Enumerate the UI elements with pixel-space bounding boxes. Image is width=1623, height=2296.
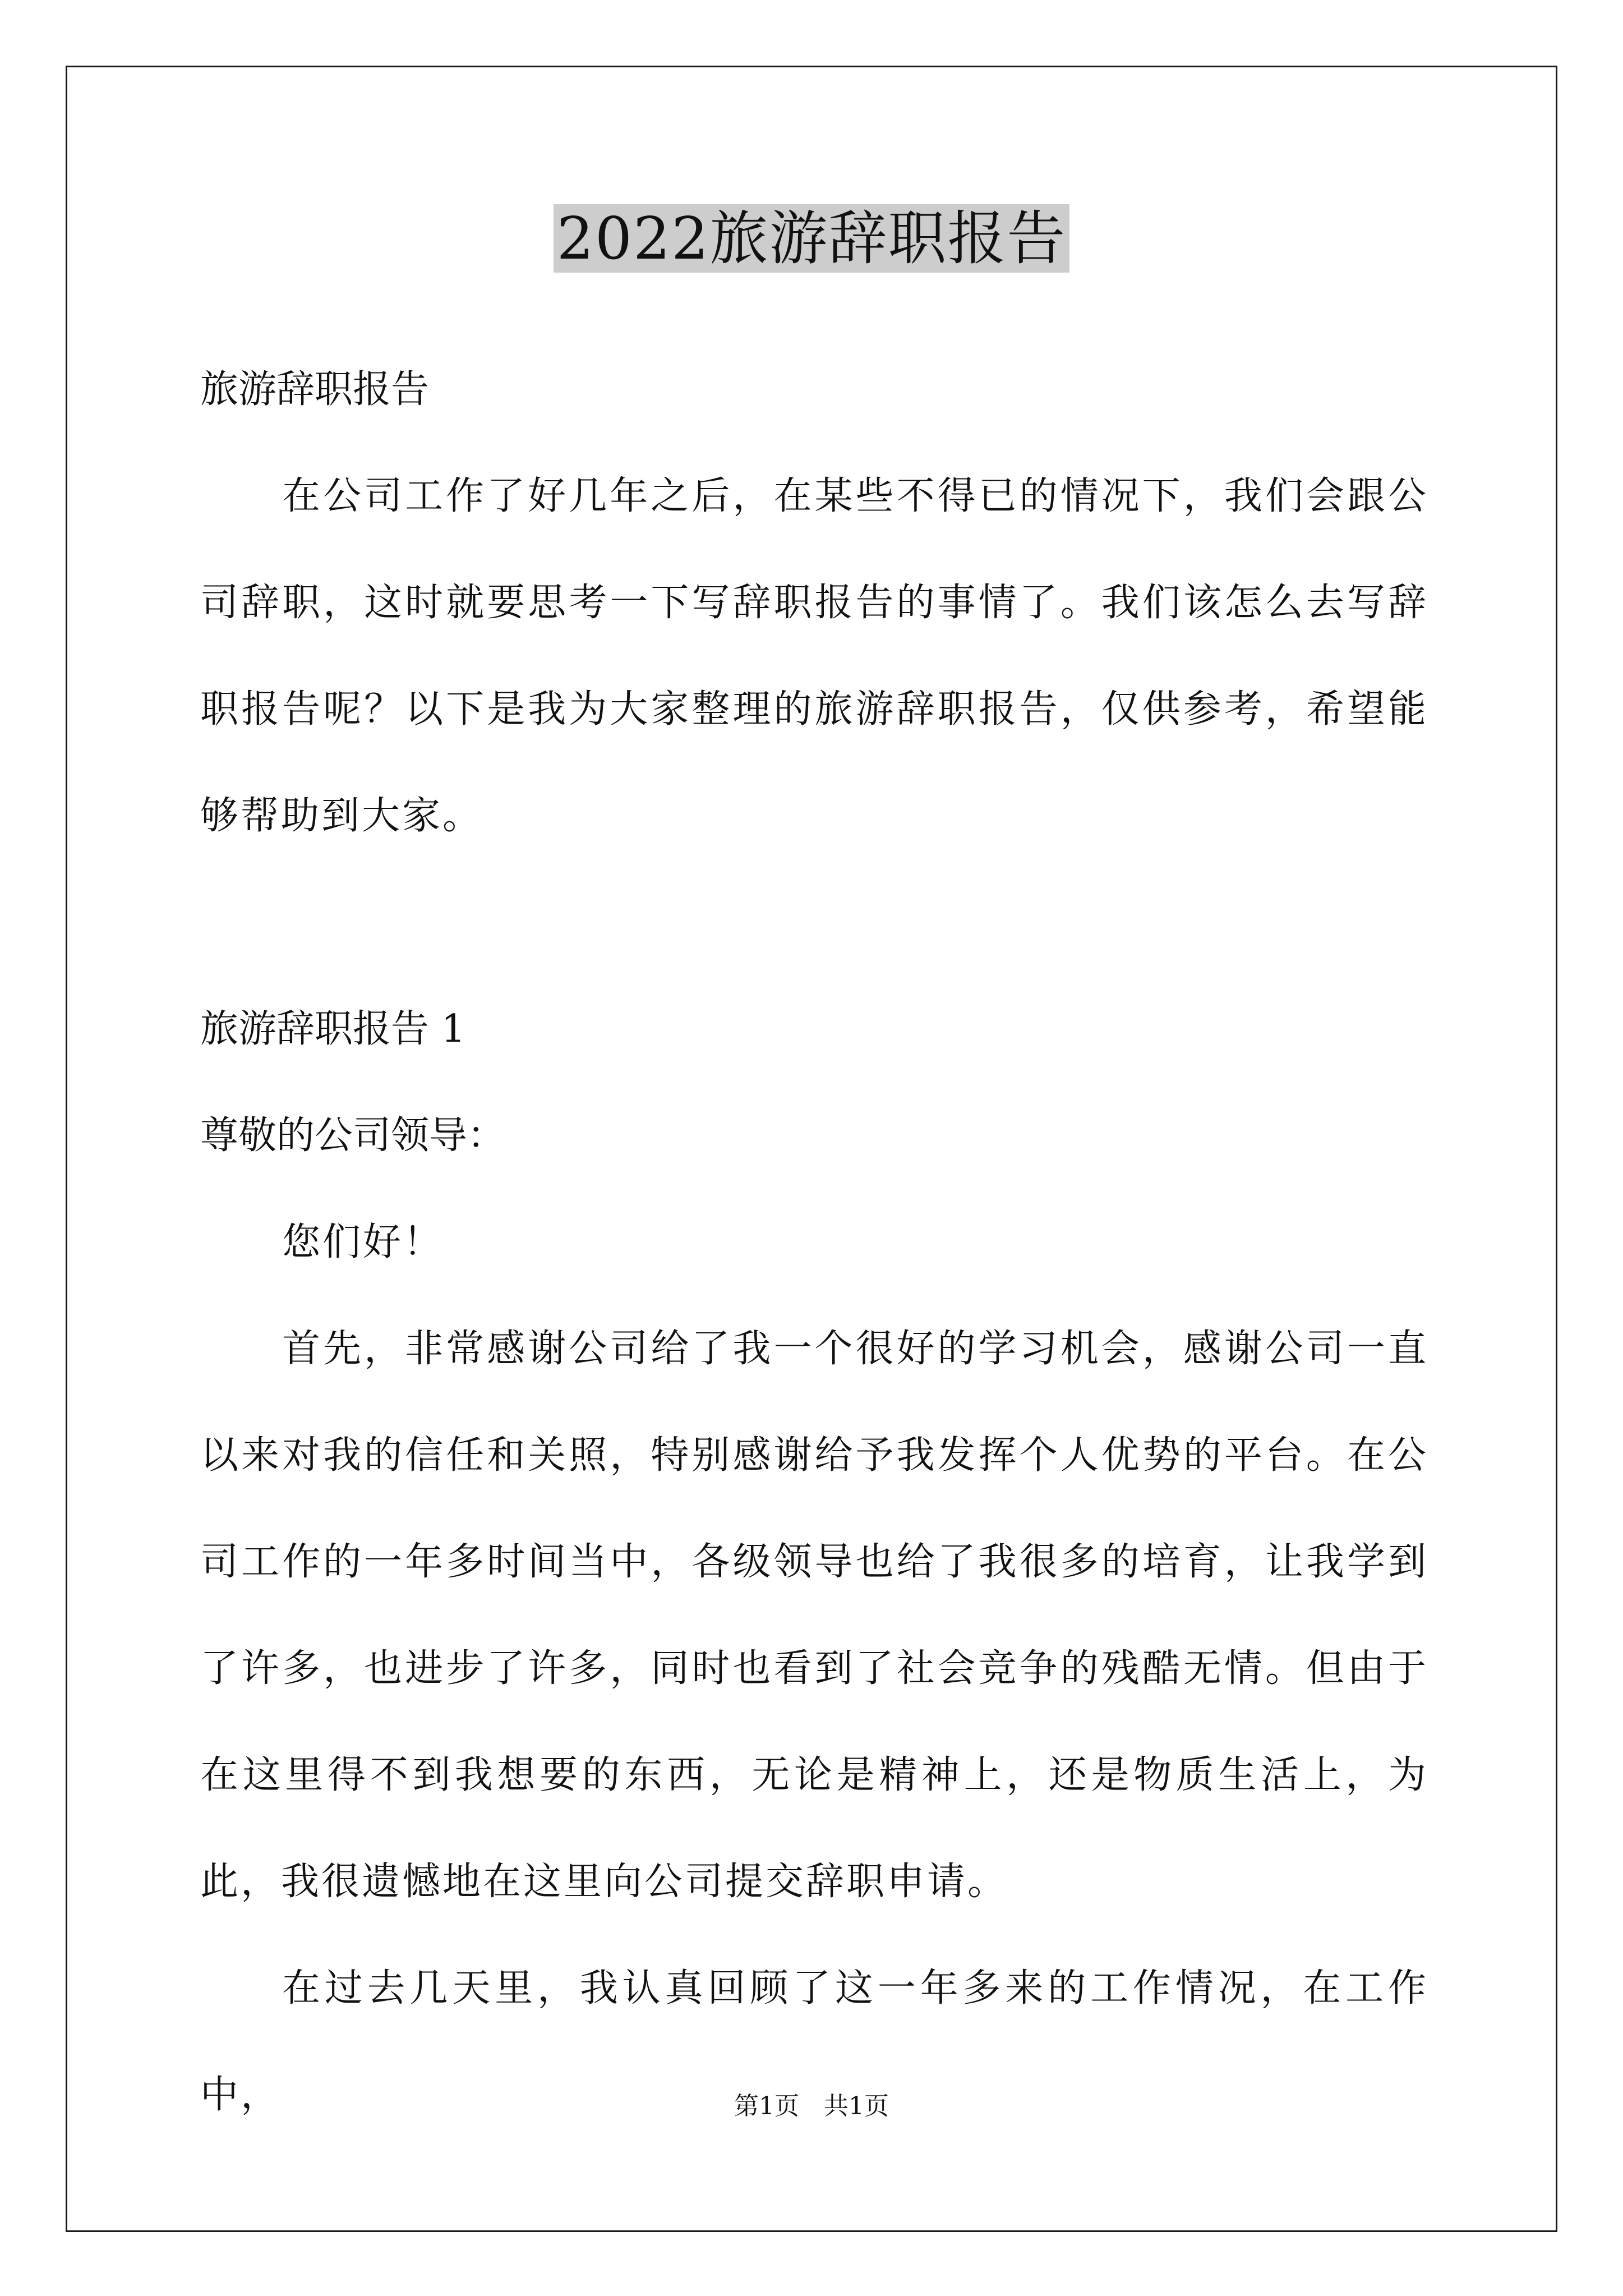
document-title <box>0 196 1623 280</box>
body-paragraph-2: 在过去几天里，我认真回顾了这一年多来的工作情况，在工作中， <box>200 1966 1428 2117</box>
intro-heading: 旅游辞职报告 <box>200 367 430 412</box>
salutation: 尊敬的公司领导： <box>200 1114 506 1158</box>
section-heading: 旅游辞职报告 1 <box>200 1007 465 1051</box>
document-body <box>200 337 1428 2148</box>
body-paragraph-1: 首先，非常感谢公司给了我一个很好的学习机会，感谢公司一直以来对我的信任和关照，特别感谢给予我发挥个人优势的平台。在公司工作的一年多时间当中，各级领导也给了我很多的培育，让我学到了许多，也进步了许多，同时也看到了社会竞争的残酷无情。但由于在这里得不到我想要的东西，无论是精神上，还是物质生活上，为此，我很遗憾地在这里向公司提交辞职申请。 <box>200 1327 1428 1904</box>
document-title-text: 2022旅游辞职报告 <box>554 204 1070 273</box>
page-footer <box>0 2090 1623 2123</box>
blank-line <box>200 869 1428 976</box>
intro-paragraph: 在公司工作了好几年之后，在某些不得已的情况下，我们会跟公司辞职，这时就要思考一下写辞职报告的事情了。我们该怎么去写辞职报告呢？以下是我为大家整理的旅游辞职报告，仅供参考，希望能够帮助到大家。 <box>200 474 1428 838</box>
greeting: 您们好！ <box>282 1220 444 1264</box>
page-number: 第1页 共1页 <box>734 2092 889 2120</box>
